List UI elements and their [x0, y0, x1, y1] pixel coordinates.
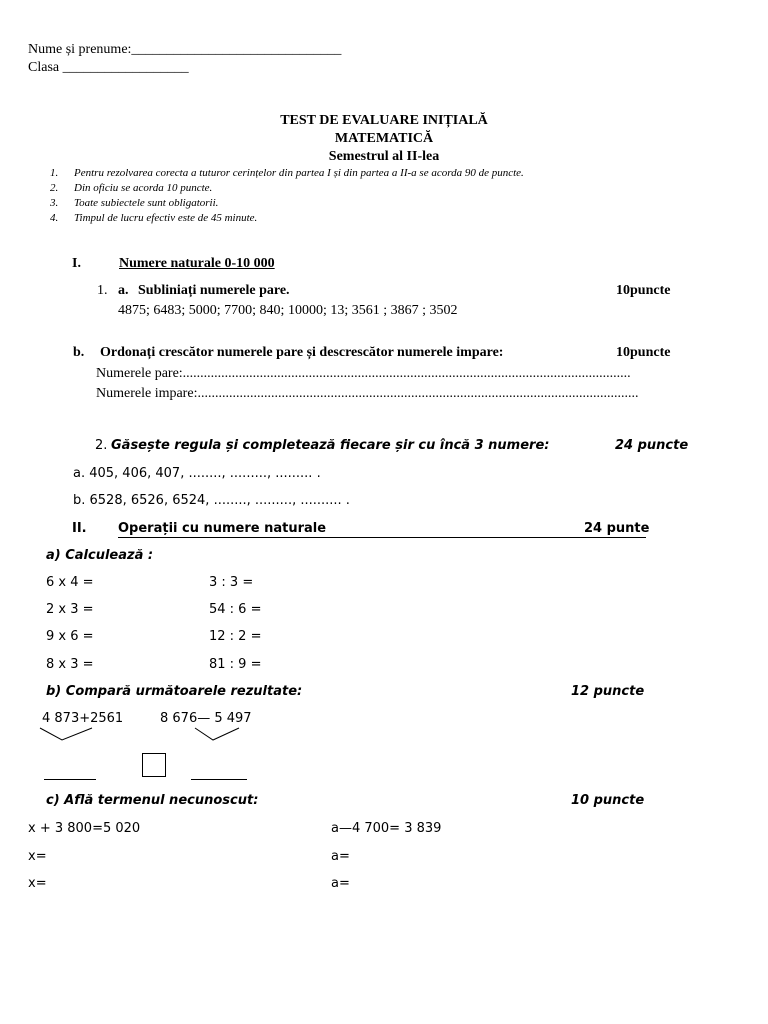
section2-points: 24 punte — [584, 521, 650, 536]
exercise1b-letter: b. — [73, 345, 85, 360]
calc-item: 6 x 4 = — [46, 575, 94, 590]
sequence-a: a. 405, 406, 407, ........, ........., ......... . — [73, 466, 321, 481]
instruction-number: 2. — [50, 182, 59, 194]
semester-title: Semestrul al II-lea — [328, 149, 440, 164]
instruction-number: 3. — [50, 197, 59, 209]
calc-item: 2 x 3 = — [46, 602, 94, 617]
even-numbers-line: Numerele pare:................................................................................................................................ — [96, 366, 631, 381]
calc-item: 54 : 6 = — [209, 602, 262, 617]
instruction-text: Pentru rezolvarea corecta a tuturor cerințelor din partea I și din partea a II-a se acorda 90 de puncte. — [74, 167, 524, 179]
part-b-points: 12 puncte — [571, 684, 645, 699]
part-a-label: a) Calculează : — [46, 548, 154, 563]
bracket-1 — [38, 726, 94, 742]
instruction-number: 1. — [50, 167, 59, 179]
subject-title: MATEMATICĂ — [334, 131, 434, 146]
name-field-label: Nume și prenume:______________________________ — [28, 42, 342, 57]
x-answer-1: x= — [28, 849, 47, 864]
section2-title: Operații cu numere naturale — [118, 521, 327, 536]
exercise2-points: 24 puncte — [615, 438, 689, 453]
sequence-b: b. 6528, 6526, 6524, ........, ........., .......... . — [73, 493, 350, 508]
instruction-text: Toate subiectele sunt obligatorii. — [74, 197, 219, 209]
answer-line-1[interactable] — [44, 779, 96, 780]
exercise1b-text: Ordonați crescător numerele pare și descrescător numerele impare: — [100, 345, 504, 360]
compare-expression-2: 8 676— 5 497 — [160, 711, 252, 726]
section2-underline — [118, 537, 646, 538]
part-b-label: b) Compară următoarele rezultate: — [46, 684, 303, 699]
exercise1a-points: 10puncte — [616, 283, 671, 298]
compare-expression-1: 4 873+2561 — [42, 711, 124, 726]
calc-item: 9 x 6 = — [46, 629, 94, 644]
instruction-text: Timpul de lucru efectiv este de 45 minute. — [74, 212, 258, 224]
x-answer-2: x= — [28, 876, 47, 891]
part-c-label: c) Află termenul necunoscut: — [46, 793, 259, 808]
section2-roman: II. — [72, 521, 87, 536]
exercise1a-text: Subliniați numerele pare. — [138, 283, 290, 298]
comparison-sign-box[interactable] — [142, 753, 166, 777]
exercise1b-points: 10puncte — [616, 345, 671, 360]
bracket-2 — [193, 726, 241, 742]
exercise1a-numbers: 4875; 6483; 5000; 7700; 840; 10000; 13; 3561 ; 3867 ; 3502 — [118, 303, 458, 318]
section1-title: Numere naturale 0-10 000 — [119, 256, 275, 271]
calc-item: 12 : 2 = — [209, 629, 262, 644]
equation-2: a—4 700= 3 839 — [331, 821, 442, 836]
part-c-points: 10 puncte — [571, 793, 645, 808]
exercise1-number: 1. — [97, 283, 108, 298]
calc-item: 3 : 3 = — [209, 575, 254, 590]
a-answer-1: a= — [331, 849, 350, 864]
instruction-text: Din oficiu se acorda 10 puncte. — [74, 182, 213, 194]
exercise2-number: 2. — [95, 438, 108, 453]
exercise1a-letter: a. — [118, 283, 129, 298]
instruction-number: 4. — [50, 212, 59, 224]
section1-roman: I. — [72, 256, 81, 271]
a-answer-2: a= — [331, 876, 350, 891]
answer-line-2[interactable] — [191, 779, 247, 780]
calc-item: 81 : 9 = — [209, 657, 262, 672]
calc-item: 8 x 3 = — [46, 657, 94, 672]
equation-1: x + 3 800=5 020 — [28, 821, 141, 836]
test-title: TEST DE EVALUARE INIȚIALĂ — [280, 113, 488, 128]
class-field-label: Clasa __________________ — [28, 60, 189, 75]
exercise2-text: Găsește regula și completează fiecare șir cu încă 3 numere: — [111, 438, 550, 453]
odd-numbers-line: Numerele impare:.............................................................................................................................. — [96, 386, 639, 401]
